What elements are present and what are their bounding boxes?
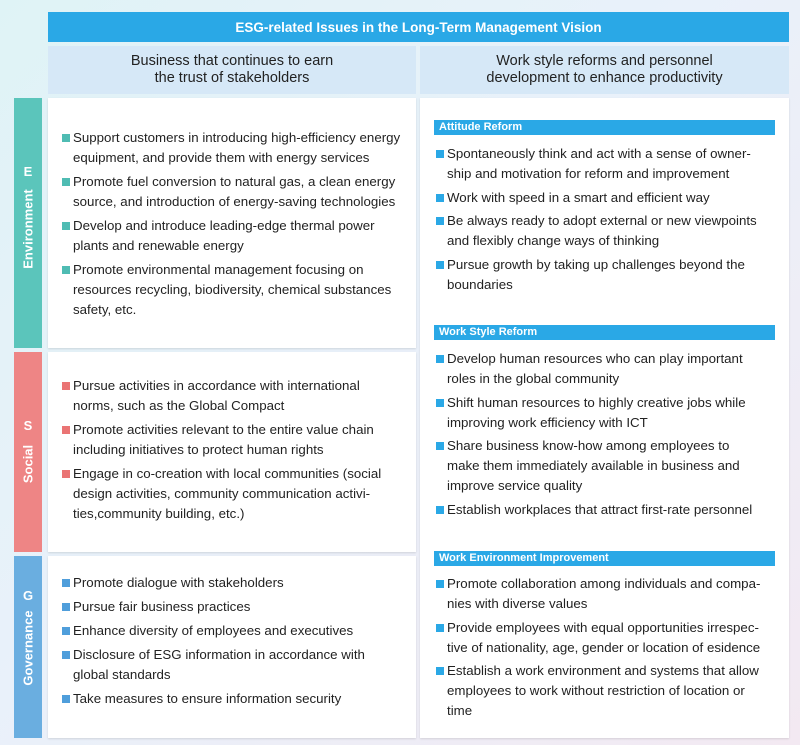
bullet-square-icon bbox=[436, 580, 444, 588]
list-item bbox=[436, 393, 776, 433]
list-item-text: Pursue growth by taking up challenges beyond the boundaries bbox=[447, 256, 745, 292]
list-item bbox=[62, 464, 381, 524]
list-item-text: Establish a work environment and systems that allow employees to work without restriction of location or time bbox=[447, 663, 759, 718]
work-style-panel bbox=[420, 98, 789, 738]
social-list bbox=[62, 376, 381, 528]
bullet-square-icon bbox=[436, 442, 444, 450]
list-item-text: Establish workplaces that attract first-rate personnel bbox=[447, 501, 753, 517]
list-item bbox=[436, 661, 776, 721]
work-environment-list bbox=[436, 574, 776, 725]
column-header-work-style-text: Work style reforms and personnel development to enhance productivity bbox=[486, 53, 723, 86]
list-item bbox=[62, 645, 365, 685]
list-item-text: Promote dialogue with stakeholders bbox=[73, 575, 284, 590]
list-item bbox=[62, 420, 381, 460]
list-item bbox=[62, 128, 400, 168]
bullet-square-icon bbox=[436, 624, 444, 632]
list-item-text: Engage in co-creation with local communities (social design activities, community communication activi- ties,community building, etc.) bbox=[73, 466, 382, 521]
list-item bbox=[436, 144, 776, 184]
column-header-business bbox=[48, 46, 416, 94]
list-item-text: Be always ready to adopt external or new viewpoints and flexibly change ways of thinking bbox=[447, 213, 757, 248]
bullet-square-icon bbox=[62, 266, 70, 274]
list-item-text: Pursue activities in accordance with international norms, such as the Global Compact bbox=[73, 378, 360, 413]
list-item bbox=[62, 260, 400, 320]
bullet-square-icon bbox=[62, 134, 70, 142]
bullet-square-icon bbox=[436, 261, 444, 269]
list-item-text: Develop human resources who can play important roles in the global community bbox=[447, 351, 743, 386]
category-label-social: Social bbox=[20, 444, 36, 484]
bullet-square-icon bbox=[436, 399, 444, 407]
list-item bbox=[436, 188, 776, 208]
bullet-square-icon bbox=[62, 178, 70, 186]
list-item bbox=[62, 216, 400, 256]
category-label-governance: Governance bbox=[20, 610, 36, 686]
list-item-text: Share business know-how among employees to make them immediately available in business and improve service quality bbox=[447, 438, 740, 493]
social-panel bbox=[48, 352, 416, 552]
list-item bbox=[436, 211, 776, 251]
attitude-reform-heading: Attitude Reform bbox=[434, 120, 775, 135]
list-item-text: Shift human resources to highly creative jobs while improving work efficiency with ICT bbox=[447, 394, 746, 430]
list-item-text: Promote activities relevant to the entire value chain including initiatives to protect human rights bbox=[73, 422, 374, 457]
work-style-reform-list bbox=[436, 349, 776, 523]
column-header-business-text: Business that continues to earn the trust of stakeholders bbox=[130, 53, 334, 86]
work-environment-heading: Work Environment Improvement bbox=[434, 551, 775, 566]
list-item-text: Support customers in introducing high-efficiency energy equipment, and provide them with energy services bbox=[73, 130, 401, 165]
attitude-reform-list bbox=[436, 144, 776, 298]
bullet-square-icon bbox=[62, 579, 70, 587]
list-item-text: Provide employees with equal opportunities irrespec- tive of nationality, age, gender or location of esidence bbox=[447, 619, 761, 655]
category-tab-social bbox=[14, 352, 42, 552]
list-item-text: Promote collaboration among individuals and compa- nies with diverse values bbox=[447, 576, 761, 611]
bullet-square-icon bbox=[62, 382, 70, 390]
list-item bbox=[62, 621, 365, 641]
environment-panel bbox=[48, 98, 416, 348]
bullet-square-icon bbox=[62, 695, 70, 703]
column-header-work-style bbox=[420, 46, 789, 94]
category-tab-governance bbox=[14, 556, 42, 738]
category-tab-environment bbox=[14, 98, 42, 348]
category-label-environment: Environment bbox=[20, 189, 36, 269]
list-item bbox=[436, 255, 776, 295]
list-item-text: Take measures to ensure information security bbox=[73, 691, 342, 706]
list-item bbox=[62, 597, 365, 617]
environment-list bbox=[62, 128, 400, 324]
bullet-square-icon bbox=[62, 470, 70, 478]
work-style-reform-heading: Work Style Reform bbox=[434, 325, 775, 340]
list-item-text: Promote fuel conversion to natural gas, a clean energy source, and introduction of energy-saving technologies bbox=[73, 174, 396, 209]
bullet-square-icon bbox=[62, 603, 70, 611]
list-item bbox=[62, 573, 365, 593]
list-item-text: Spontaneously think and act with a sense of owner- ship and motivation for reform and improvement bbox=[447, 146, 751, 181]
list-item-text: Work with speed in a smart and efficient way bbox=[447, 189, 710, 205]
governance-panel bbox=[48, 556, 416, 738]
category-letter-environment: E bbox=[23, 164, 33, 179]
bullet-square-icon bbox=[436, 355, 444, 363]
bullet-square-icon bbox=[62, 627, 70, 635]
list-item bbox=[436, 349, 776, 389]
category-letter-governance: G bbox=[22, 588, 34, 603]
list-item bbox=[436, 574, 776, 614]
list-item bbox=[436, 618, 776, 658]
list-item bbox=[62, 689, 365, 709]
list-item-text: Promote environmental management focusing on resources recycling, biodiversity, chemical substances safety, etc. bbox=[73, 262, 392, 317]
category-letter-social: S bbox=[23, 418, 33, 433]
bullet-square-icon bbox=[62, 222, 70, 230]
bullet-square-icon bbox=[436, 667, 444, 675]
page-title: ESG-related Issues in the Long-Term Management Vision bbox=[48, 12, 789, 42]
bullet-square-icon bbox=[436, 194, 444, 202]
list-item-text: Enhance diversity of employees and executives bbox=[73, 623, 354, 638]
list-item-text: Develop and introduce leading-edge thermal power plants and renewable energy bbox=[73, 218, 375, 253]
list-item bbox=[436, 500, 776, 520]
list-item bbox=[62, 376, 381, 416]
bullet-square-icon bbox=[436, 150, 444, 158]
bullet-square-icon bbox=[436, 506, 444, 514]
bullet-square-icon bbox=[62, 651, 70, 659]
list-item bbox=[62, 172, 400, 212]
governance-list bbox=[62, 573, 365, 713]
bullet-square-icon bbox=[436, 217, 444, 225]
list-item-text: Pursue fair business practices bbox=[73, 599, 251, 614]
list-item bbox=[436, 436, 776, 496]
list-item-text: Disclosure of ESG information in accordance with global standards bbox=[73, 647, 365, 682]
bullet-square-icon bbox=[62, 426, 70, 434]
